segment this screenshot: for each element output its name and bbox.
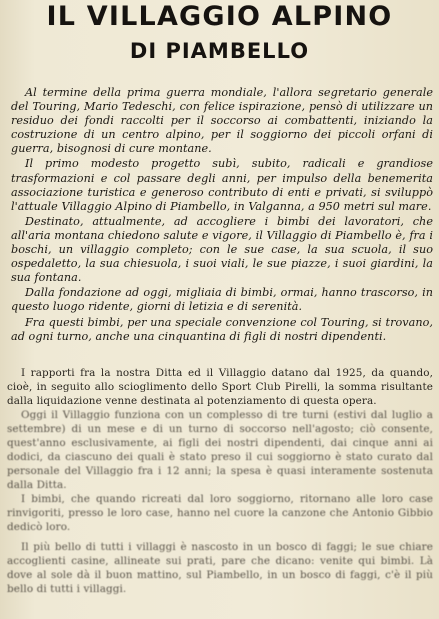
faded-paragraph-1: I rapporti fra la nostra Ditta ed il Villaggio datano dal 1925, da quando, cioè, in seguito allo scioglimento dello Sport Club Pirelli, la somma risultante dalla liquidazione venne destinata al potenziamento di questa opera. [7,367,433,407]
faded-article-body [7,366,433,596]
page-subtitle: DI PIAMBELLO [129,39,310,63]
paragraph-5: Fra questi bimbi, per una speciale convenzione col Touring, si trovano, ad ogni turno, anche una cinquantina di figli di nostri dipendenti. [11,315,433,343]
paragraph-1: Al termine della prima guerra mondiale, l'allora segretario generale del Touring, Mario Tedeschi, con felice ispirazione, pensò di utilizzare un residuo dei fondi raccolti per il soccorso ai combattenti, iniziando la costruzione di un centro alpino, per il soggiorno dei piccoli orfani di guerra, bisognosi di cure montane. [11,86,433,156]
faded-paragraph-4: Il più bello di tutti i villaggi è nascosto in un bosco di faggi; le sue chiare accoglienti casine, allineate sui prati, pare che dicano: venite qui bimbi. Là dove al sole dà il buon mattino, sul Piambello, in un bosco di faggi, c'è il più bello di tutti i villaggi. [7,541,433,595]
page-title: IL VILLAGGIO ALPINO [46,1,393,32]
paragraph-2: Il primo modesto progetto subì, subito, radicali e grandiose trasformazioni e col passare degli anni, per impulso della benemerita associazione turistica e generoso contributo di enti e privati, si sviluppò l'attuale Villaggio Alpino di Piambello, in Valganna, a 950 metri sul mare. [11,157,433,213]
faded-paragraph-2: Oggi il Villaggio funziona con un complesso di tre turni (estivi dal luglio a settembre) di un mese e di un turno di soccorso nell'agosto; ciò consente, quest'anno esclusivamente, ai figli dei nostri dipendenti, dai cinque anni ai dodici, da ciascuno dei quali è stato preso il cui soggiorno è stato curato dal personale del Villaggio fra i 12 anni; la spesa è quasi interamente sostenuta dalla Ditta. [7,409,433,491]
faded-paragraph-3: I bimbi, che quando ricreati dal loro soggiorno, ritornano alle loro case rinvigoriti, presso le loro case, hanno nel cuore la canzone che Antonio Gibbio dedicò loro. [7,493,433,533]
paragraph-3: Destinato, attualmente, ad accogliere i bimbi dei lavoratori, che all'aria montana chiedono salute e vigore, il Villaggio di Piambello è, fra i boschi, un villaggio completo; con le sue case, la sua scuola, il suo ospedaletto, la sua chiesuola, i suoi viali, le sue piazze, i suoi giardini, la sua fontana. [11,214,433,285]
article-body [11,86,433,344]
paragraph-4: Dalla fondazione ad oggi, migliaia di bimbi, ormai, hanno trascorso, in questo luogo ridente, giorni di letizia e di serenità. [11,286,433,314]
